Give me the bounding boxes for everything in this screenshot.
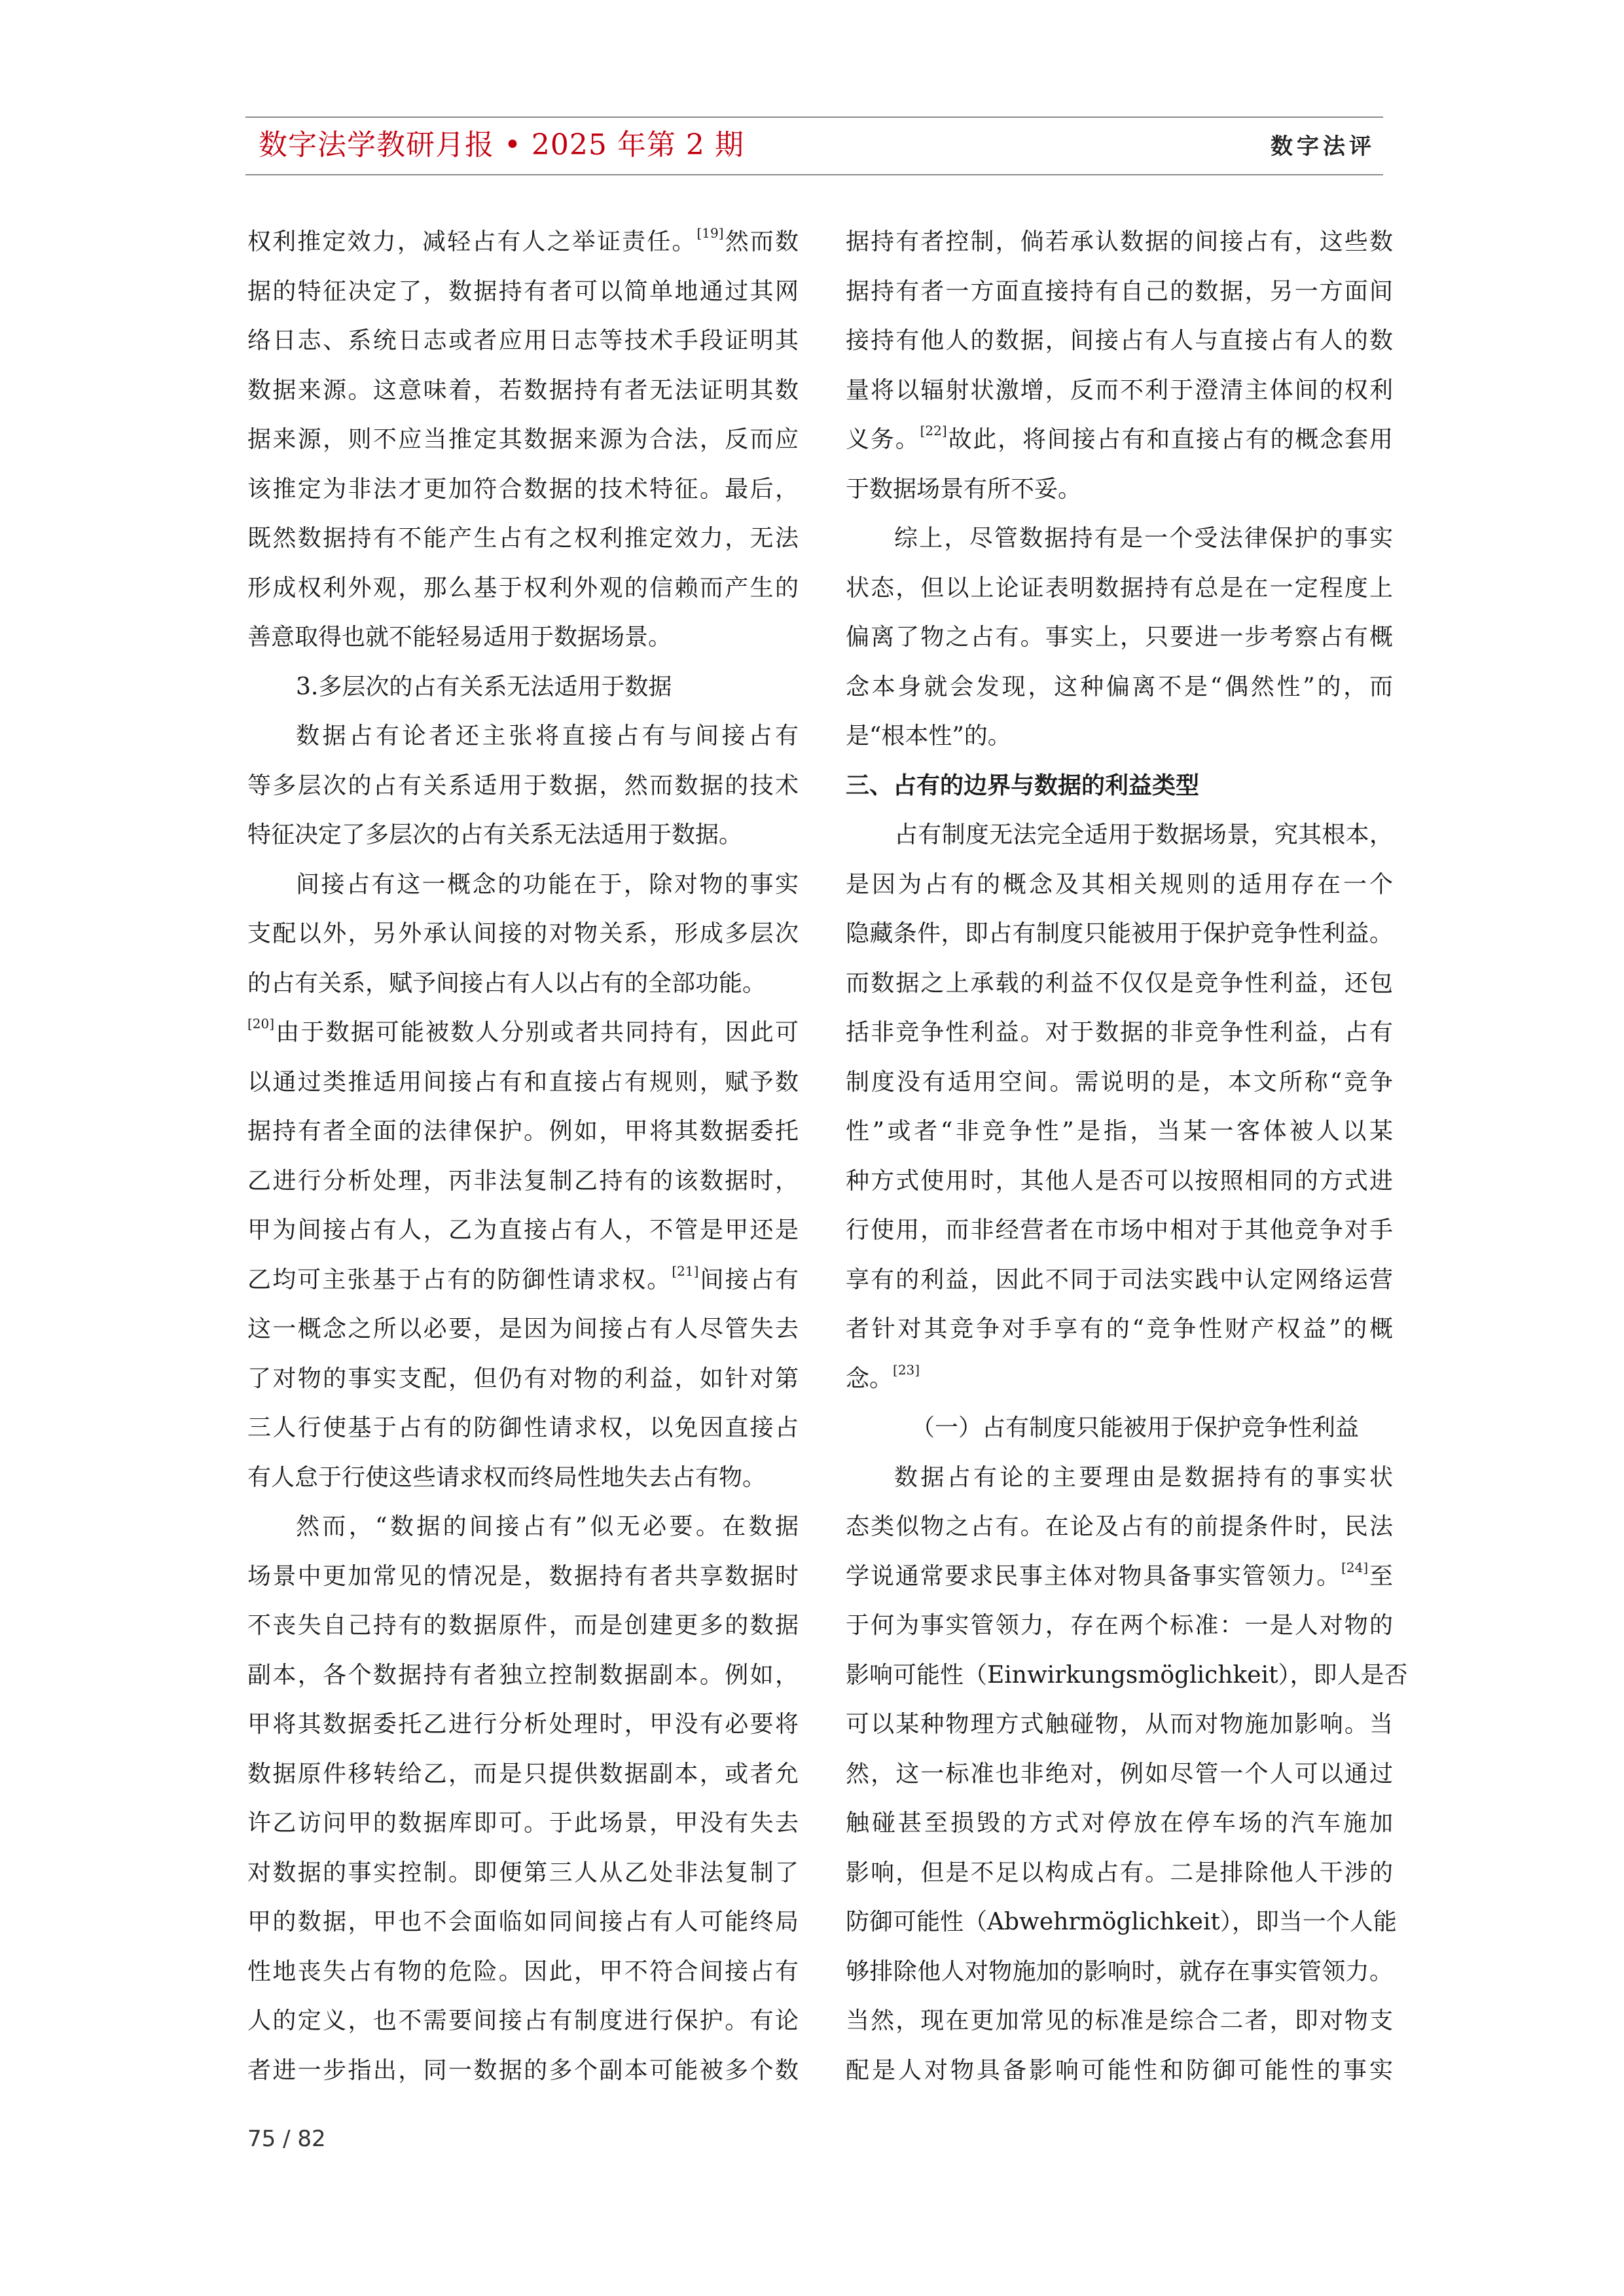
line-text: 许乙访问甲的数据库即可。于此场景，甲没有失去 [247,1810,799,1837]
text-line [247,1552,799,1602]
line-text: 性地丧失占有物的危险。因此，甲不符合间接占有 [247,1958,799,1985]
line-text: 影响可能性（Einwirkungsmöglichkeit），即人是否 [846,1661,1408,1689]
text-line [247,1157,799,1206]
left-text-column [247,217,799,2095]
text-line [247,1897,799,1947]
line-text: 量将以辐射状激增，反而不利于澄清主体间的权利 [846,376,1393,404]
line-text: 该推定为非法才更加符合数据的技术特征。最后， [247,475,799,503]
line-text: 副本，各个数据持有者独立控制数据副本。例如， [247,1661,799,1689]
text-line [846,1107,1393,1157]
text-line [846,465,1393,514]
line-text: 支配以外，另外承认间接的对物关系，形成多层次 [247,920,799,947]
line-text: 性”或者“非竞争性”是指，当某一客体被人以某 [846,1118,1393,1145]
line-text: 据来源，则不应当推定其数据来源为合法，反而应 [247,426,799,453]
text-line [247,267,799,317]
text-line [247,564,799,613]
text-line [247,909,799,959]
text-line [247,217,799,267]
line-text: 偏离了物之占有。事实上，只要进一步考察占有概 [846,624,1393,651]
text-line [846,1799,1393,1848]
text-line [247,1601,799,1651]
line-text: 形成权利外观，那么基于权利外观的信赖而产生的 [247,574,799,601]
text-line [846,514,1393,564]
line-text: 态类似物之占有。在论及占有的前提条件时，民法 [846,1513,1393,1540]
line-text: 人的定义，也不需要间接占有制度进行保护。有论 [247,2007,799,2034]
citation-ref: [22] [920,423,947,439]
text-line [247,860,799,910]
line-text: 数据原件移转给乙，而是只提供数据副本，或者允 [247,1760,799,1787]
line-text: 够排除他人对物施加的影响时，就存在事实管领力。 [846,1958,1393,1985]
line-text: 三、占有的边界与数据的利益类型 [846,771,1200,799]
line-text: 甲将其数据委托乙进行分析处理时，甲没有必要将 [247,1711,799,1738]
text-line [846,1502,1393,1552]
text-line [846,316,1393,366]
line-text: 状态，但以上论证表明数据持有总是在一定程度上 [846,574,1393,601]
text-line [846,2046,1393,2096]
text-line [247,1403,799,1453]
line-text: 于何为事实管领力，存在两个标准：一是人对物的 [846,1612,1393,1639]
text-line [846,217,1393,267]
line-text: 影响，但是不足以构成占有。二是排除他人干涉的 [846,1859,1393,1886]
text-line [247,1354,799,1404]
line-text: 场景中更加常见的情况是，数据持有者共享数据时 [247,1562,799,1590]
text-line [846,1206,1393,1255]
text-line [846,1453,1393,1503]
text-line [247,514,799,564]
text-line [247,1206,799,1255]
text-line [846,1008,1393,1058]
line-text: 综上，尽管数据持有是一个受法律保护的事实 [894,525,1393,552]
text-line [846,564,1393,613]
right-text-column [846,217,1408,2095]
line-text: 念。 [846,1365,893,1392]
text-line [247,1304,799,1354]
text-line [846,366,1393,416]
line-text: 种方式使用时，其他人是否可以按照相同的方式进 [846,1167,1393,1194]
text-line [247,1651,799,1700]
text-line [247,2046,799,2096]
text-line [247,366,799,416]
line-text: 以通过类推适用间接占有和直接占有规则，赋予数 [247,1068,799,1096]
line-text: 由于数据可能被数人分别或者共同持有，因此可 [274,1019,799,1046]
text-line [846,1996,1393,2046]
line-text: 配是人对物具备影响可能性和防御可能性的事实 [846,2056,1393,2084]
line-text-continued: 间接占有 [698,1266,799,1293]
line-text: 既然数据持有不能产生占有之权利推定效力，无法 [247,525,799,552]
text-line [846,1651,1408,1700]
line-text: 数据占有论者还主张将直接占有与间接占有 [296,723,799,749]
header-rule-bottom [245,174,1383,175]
line-text: 然，这一标准也非绝对，例如尽管一个人可以通过 [846,1760,1393,1787]
text-line [247,1255,799,1305]
text-line [846,1947,1393,1997]
line-text: 据的特征决定了，数据持有者可以简单地通过其网 [247,278,799,305]
line-text: 据持有者一方面直接持有自己的数据，另一方面间 [846,278,1393,305]
text-line [247,1799,799,1848]
line-text: 数据来源。这意味着，若数据持有者无法证明其数 [247,376,799,404]
text-line [846,1601,1393,1651]
line-text: 隐藏条件，即占有制度只能被用于保护竞争性利益。 [846,920,1393,947]
citation-ref: [24] [1341,1559,1369,1575]
text-line [247,415,799,465]
text-line [247,316,799,366]
text-line [846,909,1393,959]
text-line [247,1947,799,1997]
line-text: 制度没有适用空间。需说明的是，本文所称“竞争 [846,1068,1393,1096]
text-line [247,1749,799,1799]
line-text: 括非竞争性利益。对于数据的非竞争性利益，占有 [846,1019,1393,1046]
page-number: 75 / 82 [247,2126,326,2152]
line-text: 乙进行分析处理，丙非法复制乙持有的该数据时， [247,1167,799,1194]
text-line [846,1304,1393,1354]
line-text: 接持有他人的数据，间接占有人与直接占有人的数 [846,327,1393,354]
line-text: 3.多层次的占有关系无法适用于数据 [296,673,672,700]
section-heading [247,662,799,712]
text-line [247,1453,799,1503]
line-text: 行使用，而非经营者在市场中相对于其他竞争对手 [846,1217,1393,1244]
line-text: 然而，“数据的间接占有”似无必要。在数据 [296,1513,799,1540]
text-line [846,1848,1393,1898]
line-text: （一）占有制度只能被用于保护竞争性利益 [911,1414,1360,1441]
line-text: 乙均可主张基于占有的防御性请求权。 [247,1266,672,1293]
line-text: 特征决定了多层次的占有关系无法适用于数据。 [247,821,743,848]
text-line [846,1700,1393,1749]
text-line [846,810,1393,860]
line-text-continued: 至 [1368,1562,1393,1590]
line-text: 了对物的事实支配，但仍有对物的利益，如针对第 [247,1365,799,1392]
line-text: 享有的利益，因此不同于司法实践中认定网络运营 [846,1266,1393,1293]
line-text: 等多层次的占有关系适用于数据，然而数据的技术 [247,772,799,799]
text-line [247,1848,799,1898]
text-line [247,1008,799,1058]
text-line [846,1749,1393,1799]
line-text: 当然，现在更加常见的标准是综合二者，即对物支 [846,2007,1393,2034]
line-text: 甲为间接占有人，乙为直接占有人，不管是甲还是 [247,1217,799,1244]
line-text: 数据占有论的主要理由是数据持有的事实状 [894,1463,1393,1491]
line-text: 者进一步指出，同一数据的多个副本可能被多个数 [247,2056,799,2084]
line-text: 有人怠于行使这些请求权而终局性地失去占有物。 [247,1463,767,1491]
line-text: 占有制度无法完全适用于数据场景，究其根本， [894,821,1393,848]
citation-ref: [21] [672,1263,699,1279]
text-line [247,810,799,860]
text-line [846,415,1393,465]
text-line [247,761,799,811]
line-text-continued: 故此，将间接占有和直接占有的概念套用 [947,426,1393,453]
text-line [846,1255,1393,1305]
line-text: 三人行使基于占有的防御性请求权，以免因直接占 [247,1414,799,1441]
line-text: 权利推定效力，减轻占有人之举证责任。 [247,228,697,255]
line-text: 触碰甚至损毁的方式对停放在停车场的汽车施加 [846,1810,1393,1837]
line-text: 络日志、系统日志或者应用日志等技术手段证明其 [247,327,799,354]
text-line [247,959,799,1009]
header-rule-top [245,117,1383,118]
line-text: 据持有者全面的法律保护。例如，甲将其数据委托 [247,1118,799,1145]
journal-title: 数字法学教研月报 • 2025 年第 2 期 [259,128,744,162]
text-line [247,1996,799,2046]
text-line [846,1354,1393,1404]
section-heading [846,1403,1393,1453]
text-line [846,860,1393,910]
text-line [846,959,1393,1009]
text-line [247,1700,799,1749]
text-line [846,613,1393,662]
line-text: 这一概念之所以必要，是因为间接占有人尽管失去 [247,1316,799,1342]
line-text: 的占有关系，赋予间接占有人以占有的全部功能。 [247,969,767,997]
text-line [247,613,799,662]
line-text: 间接占有这一概念的功能在于，除对物的事实 [296,870,799,898]
line-text: 善意取得也就不能轻易适用于数据场景。 [247,624,672,651]
line-text: 据持有者控制，倘若承认数据的间接占有，这些数 [846,228,1393,255]
section-heading [846,761,1393,811]
text-line [247,711,799,761]
line-text: 甲的数据，甲也不会面临如同间接占有人可能终局 [247,1909,799,1935]
line-text: 学说通常要求民事主体对物具备事实管领力。 [846,1562,1342,1590]
text-line [846,1552,1393,1602]
line-text: 者针对其竞争对手享有的“竞争性财产权益”的概 [846,1316,1393,1342]
text-line [247,1107,799,1157]
line-text: 念本身就会发现，这种偏离不是“偶然性”的，而 [846,673,1393,700]
text-line [846,662,1393,712]
text-line [247,1058,799,1107]
line-text: 是“根本性”的。 [846,723,1011,749]
line-text: 可以某种物理方式触碰物，从而对物施加影响。当 [846,1711,1393,1738]
line-text: 于数据场景有所不妥。 [846,475,1082,503]
text-line [846,1058,1393,1107]
text-line [846,267,1393,317]
citation-ref: [23] [893,1361,920,1378]
line-text: 不丧失自己持有的数据原件，而是创建更多的数据 [247,1612,799,1639]
line-text: 是因为占有的概念及其相关规则的适用存在一个 [846,870,1393,898]
line-text: 义务。 [846,426,920,453]
text-line [247,1502,799,1552]
line-text: 对数据的事实控制。即便第三人从乙处非法复制了 [247,1859,799,1886]
text-line [247,465,799,514]
citation-ref: [20] [247,1016,275,1031]
text-line [846,1157,1393,1206]
text-line [846,1897,1397,1947]
line-text: 防御可能性（Abwehrmöglichkeit），即当一个人能 [846,1909,1397,1935]
citation-ref: [19] [696,225,724,241]
text-line [846,711,1393,761]
section-label: 数字法评 [1271,134,1375,160]
line-text: 而数据之上承载的利益不仅仅是竞争性利益，还包 [846,969,1393,997]
line-text-continued: 然而数 [723,228,799,255]
